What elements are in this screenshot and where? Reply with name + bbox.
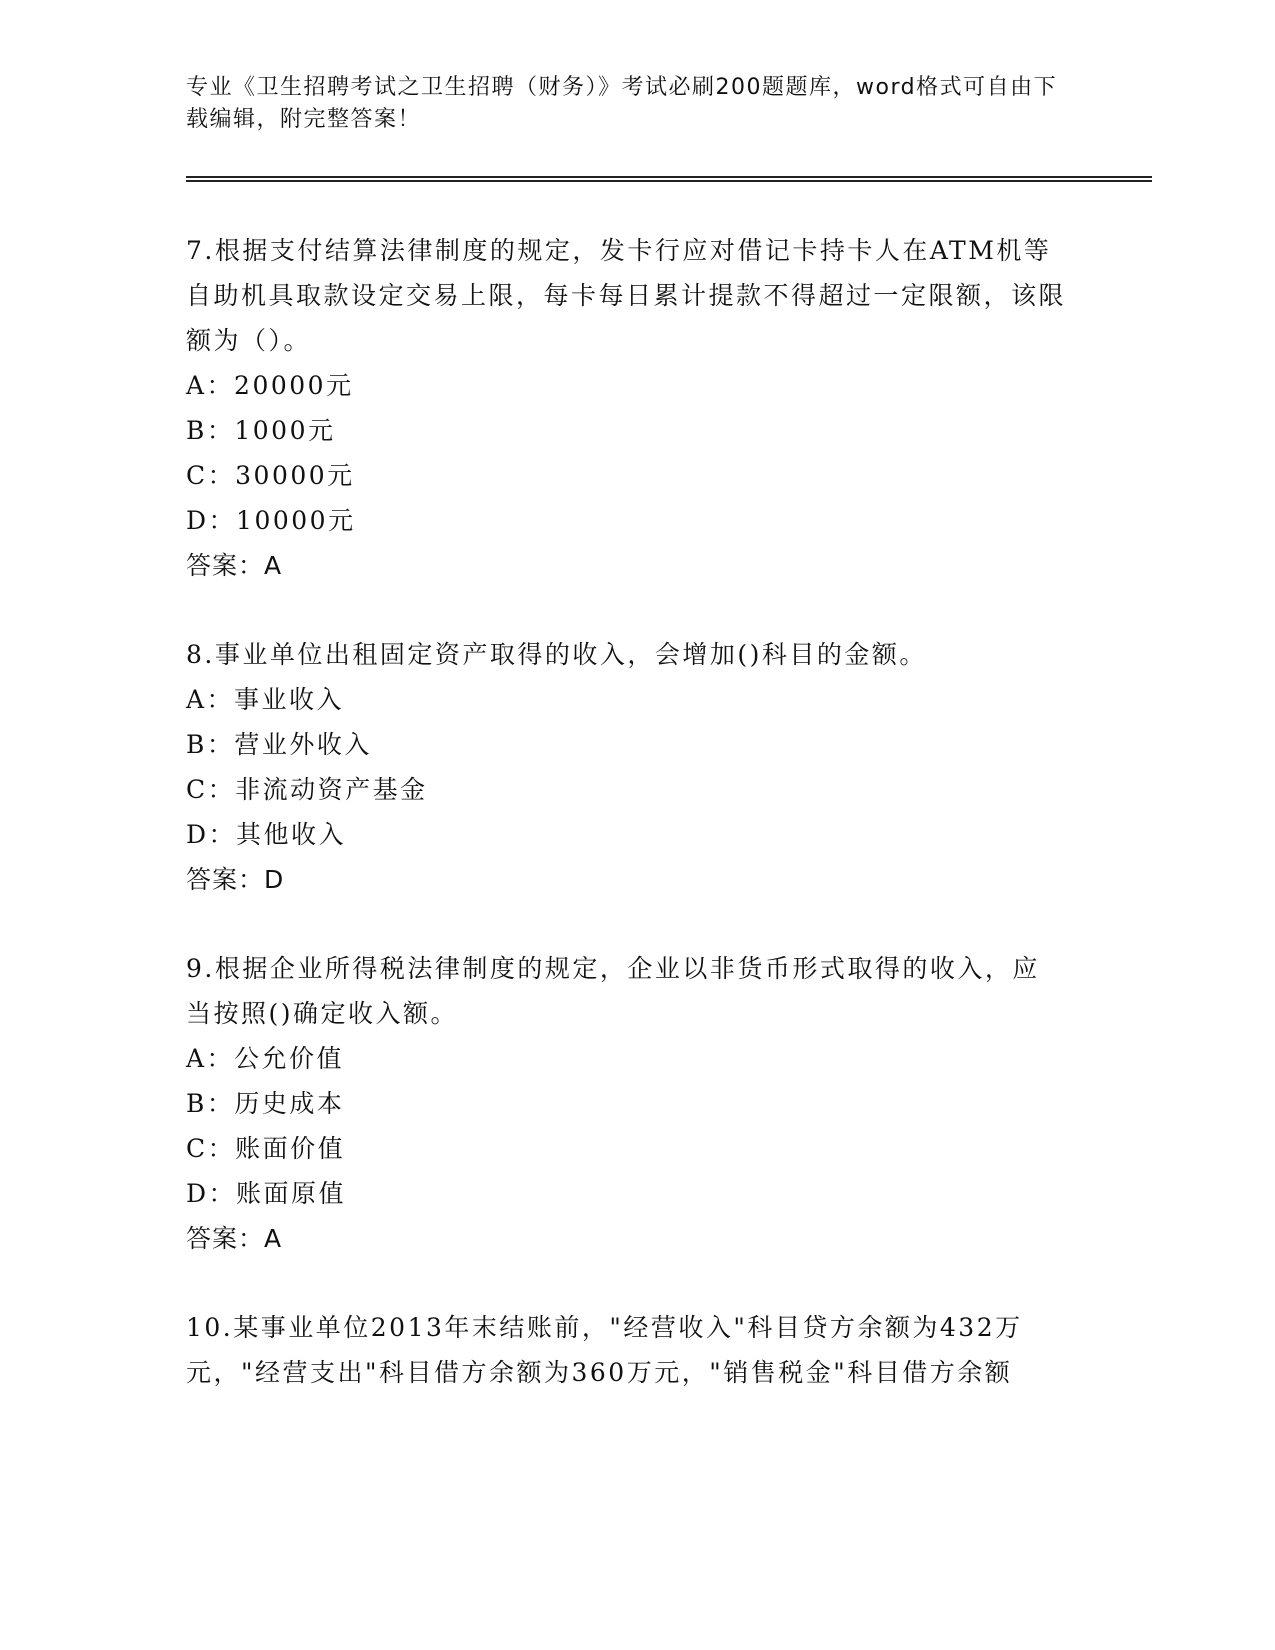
question-text: 9.根据企业所得税法律制度的规定，企业以非货币形式取得的收入，应当按照()确定收入额。 (186, 954, 1040, 1028)
option-c: C：账面价值 (186, 1134, 346, 1163)
option-c: C：非流动资产基金 (186, 775, 428, 804)
option-d: D：账面原值 (186, 1179, 347, 1208)
option-c: C：30000元 (186, 461, 355, 490)
question-8 (186, 632, 1066, 902)
question-list (186, 228, 1066, 1439)
question-text: 10.某事业单位2013年末结账前，"经营收入"科目贷方余额为432万元，"经营支出"科目借方余额为360万元，"销售税金"科目借方余额 (186, 1313, 1023, 1387)
question-text: 8.事业单位出租固定资产取得的收入，会增加()科目的金额。 (186, 640, 927, 669)
option-b: B：历史成本 (186, 1089, 345, 1118)
option-b: B：营业外收入 (186, 730, 372, 759)
answer: 答案：A (186, 1224, 283, 1253)
option-a: A：事业收入 (186, 685, 345, 714)
option-a: A：公允价值 (186, 1044, 345, 1073)
document-header: 专业《卫生招聘考试之卫生招聘（财务）》考试必刷200题题库，word格式可自由下载编辑，附完整答案！ (186, 75, 1058, 132)
question-9 (186, 946, 1066, 1261)
question-7 (186, 228, 1066, 588)
question-text: 7.根据支付结算法律制度的规定，发卡行应对借记卡持卡人在ATM机等自助机具取款设定交易上限，每卡每日累计提款不得超过一定限额，该限额为（）。 (186, 236, 1067, 355)
option-a: A：20000元 (186, 371, 354, 400)
option-d: D：其他收入 (186, 820, 347, 849)
question-10 (186, 1305, 1066, 1395)
answer: 答案：D (186, 865, 285, 894)
header-divider (186, 176, 1152, 182)
option-d: D：10000元 (186, 506, 356, 535)
option-b: B：1000元 (186, 416, 336, 445)
answer: 答案：A (186, 551, 283, 580)
